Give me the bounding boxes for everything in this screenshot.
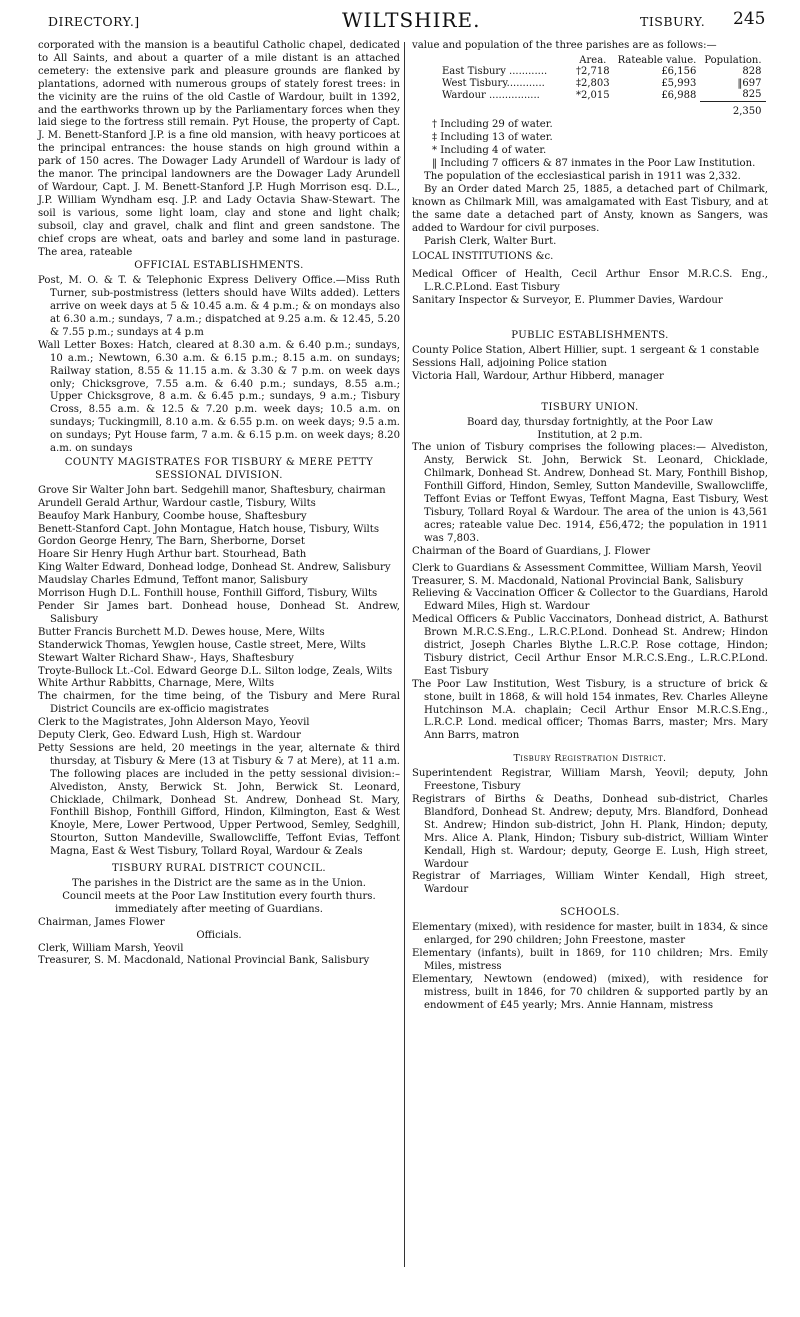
rdc-chairman: Chairman, James Flower (38, 916, 165, 928)
rdc-heading: TISBURY RURAL DISTRICT COUNCIL. (112, 863, 326, 875)
list-item: Troyte-Bullock Lt.-Col. Edward George D.L. Silton lodge, Zeals, Wilts (38, 665, 393, 677)
list-item: Morrison Hugh D.L. Fonthill house, Fonthill Gifford, Tisbury, Wilts (38, 588, 378, 600)
list-item: Clerk to the Magistrates, John Alderson Mayo, Yeovil (38, 717, 310, 729)
list-item: King Walter Edward, Donhead lodge, Donhead St. Andrew, Salisbury (38, 562, 391, 574)
list-item: Superintendent Registrar, William Marsh, Yeovil; deputy, John Freestone, Tisbury (412, 768, 768, 793)
table-row (438, 78, 766, 90)
list-item: Grove Sir Walter John bart. Sedgehill manor, Shaftesbury, chairman (38, 484, 386, 496)
list-item: The union of Tisbury comprises the following places:— Alvediston, Ansty, Berwick St. John, Berwick St. Leonard, Chicklade, Chilmark, Donhead St. Andrew, Donhead St. Mary, Fonthill Bishop, Fonthill Gifford, Hindon, Semley, Sutton Mandeville, Swallowcliffe, Teffont Evias or Teffont Ewyas, Teffont Magna, East Tisbury, West Tisbury, Tollard Royal & Wardour. The area of the union is 43,561 acres; rateable value Dec. 1914, £56,472; the population in 1911 was 7,803. (412, 442, 768, 544)
rateable-cell: £6,988 (661, 89, 697, 101)
table-header-row (438, 55, 766, 67)
list-item: White Arthur Rabbitts, Charnage, Mere, Wilts (38, 678, 275, 690)
list-item: County Police Station, Albert Hillier, supt. 1 sergeant & 1 constable (412, 345, 760, 356)
list-item: The Poor Law Institution, West Tisbury, is a structure of brick & stone, built in 1868, & will hold 154 inmates, Rev. Charles Alleyne Hutchinson M.A. chaplain; Cecil Arthur Ensor M.R.C.S.Eng., L.R.C.P. Lond. medical officer; Thomas Barrs, master; Mrs. Mary Ann Barrs, matron (412, 678, 768, 742)
list-item: Elementary, Newtown (endowed) (mixed), with residence for mistress, built in 1846, for 70 children & supported partly by an endowment of £45 yearly; Mrs. Annie Hannam, mistress (412, 973, 768, 1011)
rdc-meeting-note: Council meets at the Poor Law Institution every fourth thurs. immediately after meeting of Guardians. (62, 890, 376, 915)
list-item: Sanitary Inspector & Surveyor, E. Plummer Davies, Wardour (412, 295, 723, 307)
footnote: † Including 29 of water. (432, 119, 553, 131)
list-item: Wall Letter Boxes: Hatch, cleared at 8.30 a.m. & 6.40 p.m.; sundays, 10 a.m.; Newtown, 6.30 a.m. & 6.15 p.m.; 8.15 a.m. on sundays; Railway station, 8.55 & 11.15 a.m. & 3.30 & 7 p.m. on week days only; Chicksgrove, 7.55 a.m. & 6.40 p.m.; sundays, 8.55 a.m.; Upper Chicksgrove, 8 a.m. & 6.45 p.m.; sundays, 9 a.m.; Tisbury Cross, 8.55 a.m. & 12.5 & 7.20 p.m. week days; 10.5 a.m. on sundays; Tuckingmill, 8.10 a.m. & 6.55 p.m. on week days; 9.5 a.m. on sundays; Pyt House farm, 7 a.m. & 6.15 p.m. on week days; 8.20 a.m. on sundays (38, 339, 400, 455)
rateable-cell: £6,156 (661, 66, 697, 78)
schools-heading: SCHOOLS. (560, 907, 620, 919)
list-item: Arundell Gerald Arthur, Wardour castle, Tisbury, Wilts (38, 497, 316, 509)
area-cell: *2,015 (576, 89, 610, 101)
list-item: Gordon George Henry, The Barn, Sherborne, Dorset (38, 536, 305, 548)
list-item: Treasurer, S. M. Macdonald, National Provincial Bank, Salisbury (38, 955, 370, 967)
column-header: Area. (579, 54, 607, 66)
left-column (38, 40, 400, 968)
official-establishments-heading: OFFICIAL ESTABLISHMENTS. (134, 260, 304, 272)
footnote: * Including 4 of water. (432, 145, 547, 157)
parish-name: West Tisbury............ (442, 77, 545, 89)
list-item: Medical Officer of Health, Cecil Arthur Ensor M.R.C.S. Eng., L.R.C.P.Lond. East Tisbury (412, 269, 768, 294)
parish-description: corporated with the mansion is a beautiful Catholic chapel, dedicated to All Saints, and about a quarter of a mile distant is an attached cemetery: the extensive park and pleasure grounds are flanked by plantations, adorned with numerous groups of stately forest trees: in the vicinity are the ruins of the old Castle of Wardour, built in 1392, and the earthworks thrown up by the Parliamentary forces when they laid siege to the fortress still remain. Pyt House, the property of Capt. J. M. Benett-Stanford J.P. is a fine old mansion, with heavy porticoes at the principal entrances: the house stands on high ground within a park of 150 acres. The Dowager Lady Arundell of Wardour is lady of the manor. The principal landowners are the Dowager Lady Arundell of Wardour, Capt. J. M. Benett-Stanford J.P. Hugh Morrison esq. D.L., J.P. William Wyndham esq. J.P. and Lady Octavia Shaw-Stewart. The soil is various, some light loam, clay and stone and light chalk; subsoil, clay and gravel, chalk and flint and green sandstone. The chief crops are wheat, oats and barley and some land in pasturage. The area, rateable (38, 40, 400, 258)
list-item: Sessions Hall, adjoining Police station (412, 357, 607, 369)
magistrates-heading: COUNTY MAGISTRATES FOR TISBURY & MERE PETTY SESSIONAL DIVISION. (64, 457, 374, 481)
footnote: ‡ Including 13 of water. (432, 132, 553, 144)
rdc-parishes-note: The parishes in the District are the same as in the Union. (71, 878, 366, 889)
list-item: Beaufoy Mark Hanbury, Coombe house, Shaftesbury (38, 510, 307, 522)
list-item: Relieving & Vaccination Officer & Collector to the Guardians, Harold Edward Miles, High st. Wardour (412, 588, 768, 613)
local-institutions-heading: LOCAL INSTITUTIONS &c. (412, 251, 554, 263)
list-item: The chairmen, for the time being, of the Tisbury and Mere Rural District Councils are ex-officio magistrates (38, 691, 400, 716)
officials-heading: Officials. (196, 929, 242, 941)
public-establishments-heading: PUBLIC ESTABLISHMENTS. (511, 330, 669, 342)
running-head-right: TISBURY. (640, 14, 706, 29)
footnote: ‖ Including 7 officers & 87 inmates in the Poor Law Institution. (432, 158, 756, 170)
population-cell: 825 (742, 89, 762, 101)
running-head-left: DIRECTORY.] (48, 14, 140, 29)
tisbury-union-heading: TISBURY UNION. (541, 401, 639, 413)
list-item: Clerk, William Marsh, Yeovil (38, 942, 184, 954)
column-divider (404, 42, 405, 1267)
list-item: Clerk to Guardians & Assessment Committee, William Marsh, Yeovil (412, 562, 762, 574)
table-total-row (438, 101, 766, 117)
table-row (438, 89, 766, 101)
list-item: Maudslay Charles Edmund, Teffont manor, Salisbury (38, 575, 308, 587)
list-item: Petty Sessions are held, 20 meetings in the year, alternate & third thursday, at Tisbury & Mere (13 at Tisbury & 7 at Mere), at 11 a.m. The following places are included in the petty sessional division:– Alvediston, Ansty, Berwick St. John, Berwick St. Leonard, Chicklade, Chilmark, Donhead St. Andrew, Donhead St. Mary, Fonthill Bishop, Fonthill Gifford, Hindon, Kilmington, East & West Knoyle, Mere, Lower Pertwood, Upper Pertwood, Semley, Sedghill, Stourton, Sutton Mandeville, Swallowcliffe, Teffont Evias, Teffont Magna, East & West Tisbury, Tollard Royal, Wardour & Zeals (38, 742, 400, 858)
footnotes (412, 119, 768, 158)
population-cell: 828 (742, 66, 762, 78)
area-cell: ‡2,803 (576, 77, 610, 89)
population-intro: value and population of the three parishes are as follows:— (412, 40, 717, 51)
list-item: Post, M. O. & T. & Telephonic Express Delivery Office.—Miss Ruth Turner, sub-postmistress (letters should have Wilts added). Letters arrive on week days at 5 & 10.45 a.m. & 4 p.m.; & on mondays also at 6.30 a.m.; sundays, 7 a.m.; dispatched at 9.25 a.m. & 12.45, 5.20 & 7.55 p.m.; sundays at 4 p.m (38, 275, 400, 338)
column-header: Population. (704, 54, 762, 66)
boundary-order: By an Order dated March 25, 1885, a detached part of Chilmark, known as Chilmark Mill, was amalgamated with East Tisbury, and at the same date a detached part of Ansty, known as Sangers, was added to Wardour for civil purposes. (412, 183, 768, 234)
population-cell: ‖697 (737, 77, 762, 89)
list-item: Elementary (infants), built in 1869, for 110 children; Mrs. Emily Miles, mistress (412, 947, 768, 972)
list-item: Treasurer, S. M. Macdonald, National Provincial Bank, Salisbury (412, 575, 744, 587)
total-population: 2,350 (700, 101, 765, 117)
list-item: Registrars of Births & Deaths, Donhead sub-district, Charles Blandford, Donhead St. Andrew; deputy, Mrs. Blandford, Donhead St. Andrew; Hindon sub-district, John H. Plank, Hindon; deputy, Mrs. Alice A. Plank, Hindon; Tisbury sub-district, William Winter Kendall, High st. Wardour; deputy, George E. Lush, High street, Wardour (412, 794, 768, 870)
registration-district-heading: Tisbury Registration District. (513, 753, 667, 765)
parish-name: East Tisbury ............ (442, 66, 548, 78)
county-title: WILTSHIRE. (342, 8, 481, 32)
table-row (438, 66, 766, 78)
list-item: Victoria Hall, Wardour, Arthur Hibberd, manager (412, 370, 664, 382)
area-cell: †2,718 (576, 66, 610, 78)
page-header (0, 6, 800, 36)
parish-name: Wardour ................ (442, 89, 540, 101)
page-number: 245 (733, 9, 766, 29)
list-item: Registrar of Marriages, William Winter Kendall, High street, Wardour (412, 871, 768, 896)
column-header: Rateable value. (617, 54, 697, 66)
list-item: Chairman of the Board of Guardians, J. Flower (412, 545, 651, 557)
list-item: Medical Officers & Public Vaccinators, Donhead district, A. Bathurst Brown M.R.C.S.Eng., L.R.C.P.Lond. Donhead St. Andrew; Hindon district, Joseph Charles Blythe L.R.C.P. Rose cottage, Hindon; Tisbury district, Cecil Arthur Ensor M.R.C.S.Eng., L.R.C.P.Lond. East Tisbury (412, 614, 768, 677)
rateable-cell: £5,993 (661, 77, 697, 89)
list-item: Stewart Walter Richard Shaw-, Hays, Shaftesbury (38, 652, 294, 664)
list-item: Deputy Clerk, Geo. Edward Lush, High st. Wardour (38, 730, 301, 742)
list-item: Hoare Sir Henry Hugh Arthur bart. Stourhead, Bath (38, 549, 307, 561)
list-item: Benett-Stanford Capt. John Montague, Hatch house, Tisbury, Wilts (38, 523, 380, 535)
list-item: Elementary (mixed), with residence for master, built in 1834, & since enlarged, for 290 children; John Freestone, master (412, 922, 768, 947)
column-header (438, 55, 572, 67)
list-item: Pender Sir James bart. Donhead house, Donhead St. Andrew, Salisbury (38, 600, 400, 625)
board-day-note: Board day, thursday fortnightly, at the Poor Law Institution, at 2 p.m. (466, 416, 714, 441)
list-item: Butter Francis Burchett M.D. Dewes house, Mere, Wilts (38, 626, 325, 638)
population-table (438, 55, 766, 118)
ecclesiastical-population: The population of the ecclesiastical parish in 1911 was 2,332. (424, 171, 741, 183)
list-item: Standerwick Thomas, Yewglen house, Castle street, Mere, Wilts (38, 639, 366, 651)
right-column (412, 40, 768, 1013)
parish-clerk: Parish Clerk, Walter Burt. (424, 235, 557, 247)
magistrates-list (38, 485, 400, 859)
